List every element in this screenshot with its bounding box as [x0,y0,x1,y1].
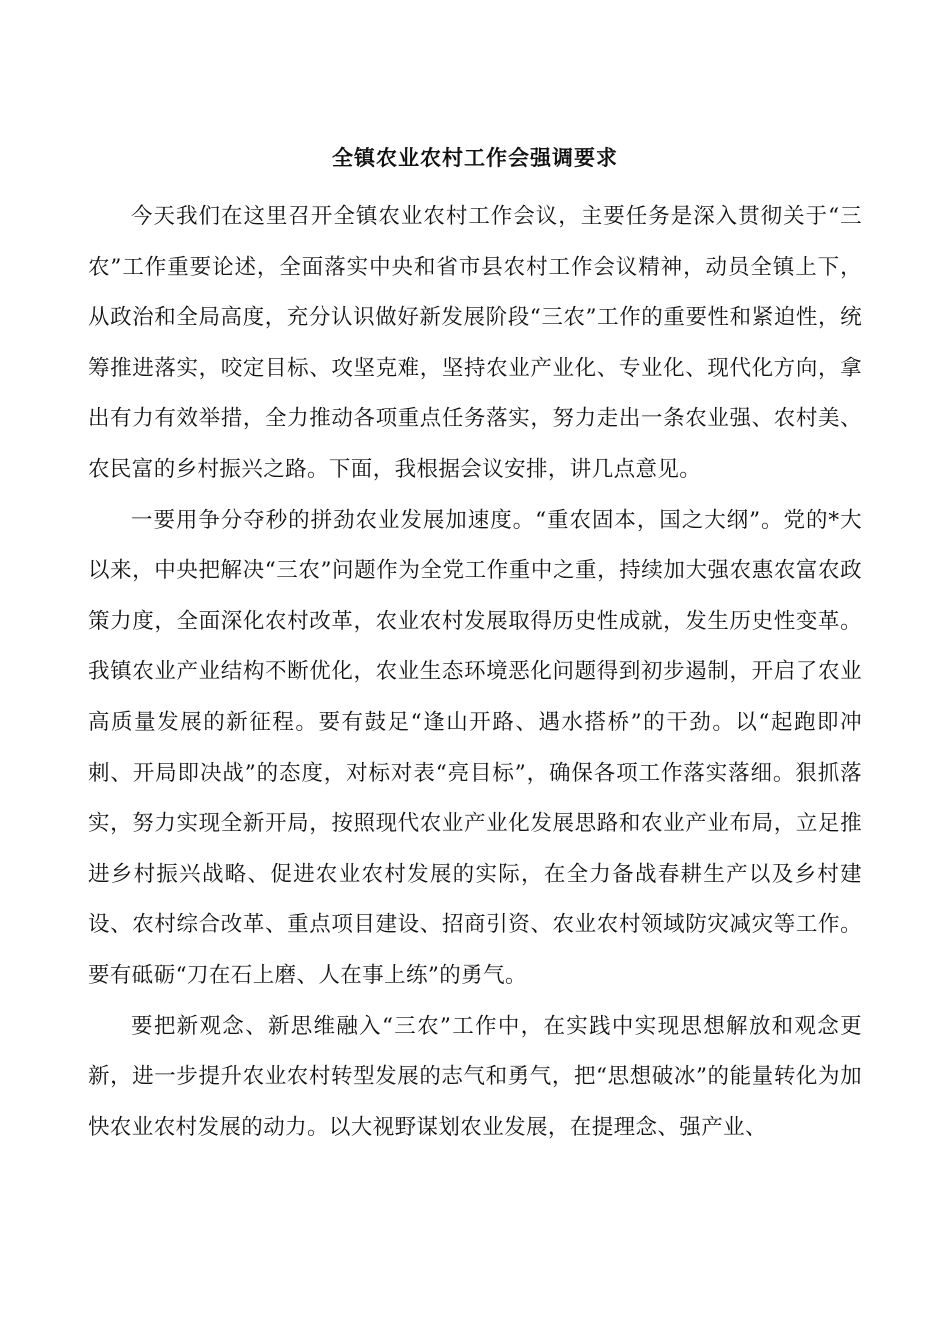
paragraph-new-concepts: 要把新观念、新思维融入“三农”工作中，在实践中实现思想解放和观念更新，进一步提升农业农村转型发展的志气和勇气，把“思想破冰”的能量转化为加快农业农村发展的动力。以大视野谋划农业发展，在提理念、强产业、 [88,1013,862,1140]
document-title: 全镇农业农村工作会强调要求 [332,146,618,170]
document-body [88,192,862,1153]
paragraph-first-point: 一要用争分夺秒的拼劲农业发展加速度。“重农固本，国之大纲”。党的*大以来，中央把解决“三农”问题作为全党工作重中之重，持续加大强农惠农富农政策力度，全面深化农村改革，农业农村发展取得历史性成就，发生历史性变革。我镇农业产业结构不断优化，农业生态环境恶化问题得到初步遏制，开启了农业高质量发展的新征程。要有鼓足“逢山开路、遇水搭桥”的干劲。以“起跑即冲刺、开局即决战”的态度，对标对表“亮目标”，确保各项工作落实落细。狠抓落实，努力实现全新开局，按照现代农业产业化发展思路和农业产业布局，立足推进乡村振兴战略、促进农业农村发展的实际，在全力备战春耕生产以及乡村建设、农村综合改革、重点项目建设、招商引资、农业农村领域防灾减灾等工作。要有砥砺“刀在石上磨、人在事上练”的勇气。 [88,507,862,988]
paragraph-intro: 今天我们在这里召开全镇农业农村工作会议，主要任务是深入贯彻关于“三农”工作重要论述，全面落实中央和省市县农村工作会议精神，动员全镇上下，从政治和全局高度，充分认识做好新发展阶段“三农”工作的重要性和紧迫性，统筹推进落实，咬定目标、攻坚克难，坚持农业产业化、专业化、现代化方向，拿出有力有效举措，全力推动各项重点任务落实，努力走出一条农业强、农村美、农民富的乡村振兴之路。下面，我根据会议安排，讲几点意见。 [88,204,862,482]
